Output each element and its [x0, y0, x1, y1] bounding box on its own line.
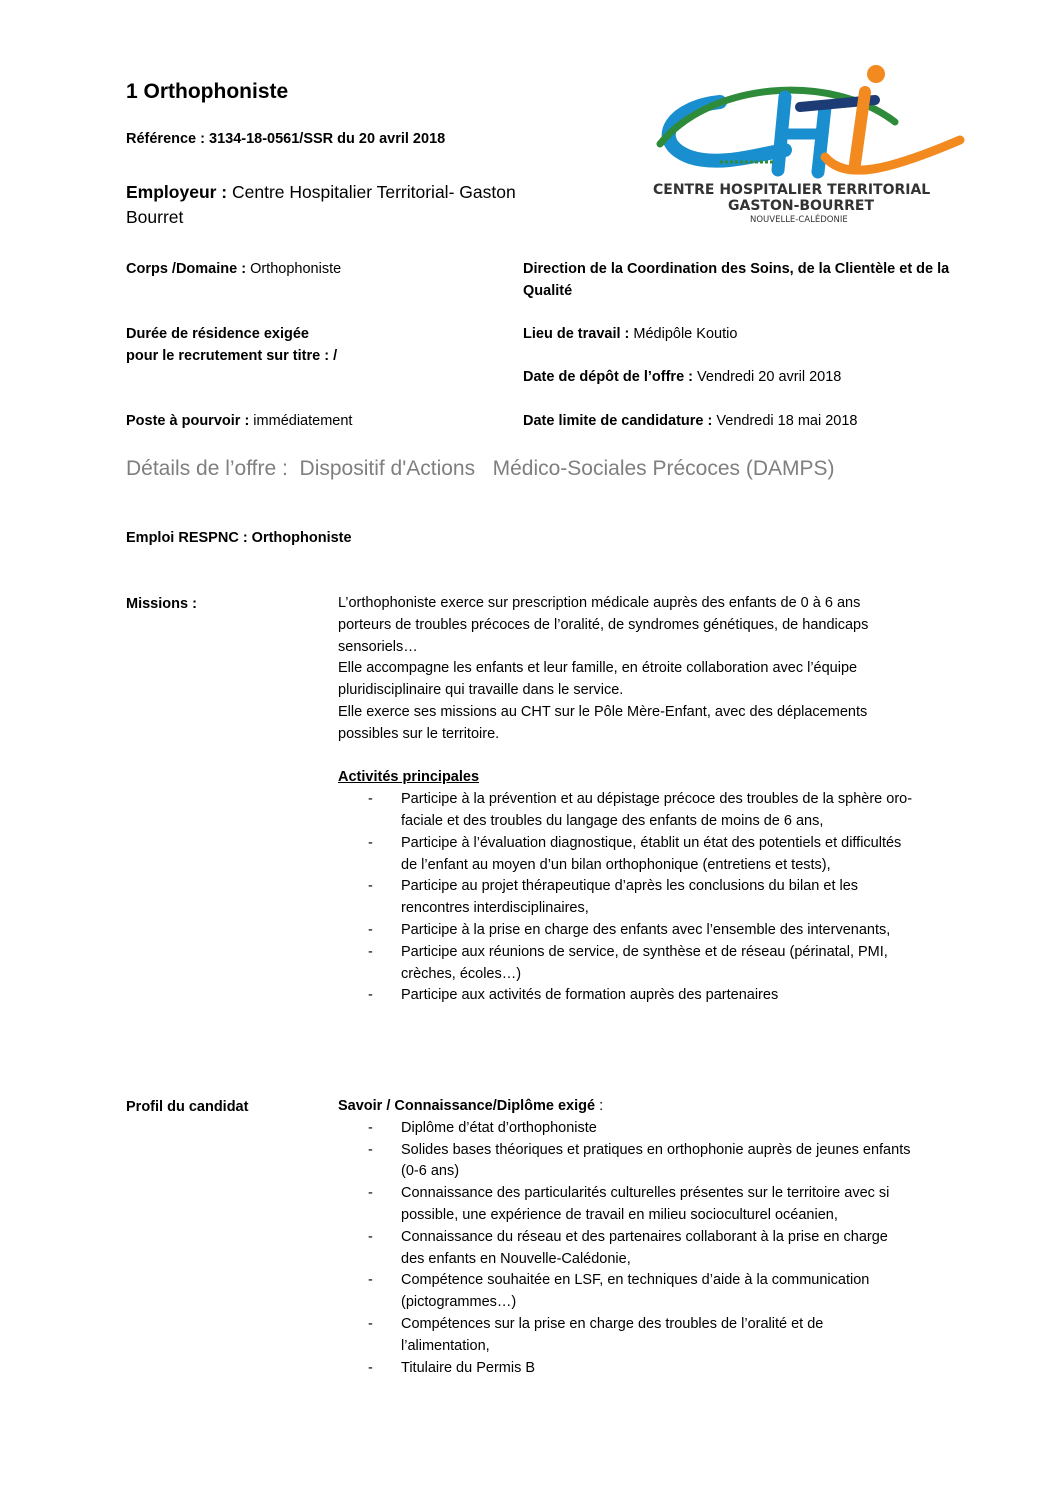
corps-value: Orthophoniste: [246, 261, 342, 277]
list-item: - Participe au projet thérapeutique d’après les conclusions du bilan et les rencontres interdisciplinaires,: [368, 878, 859, 917]
cht-logo-graphic: [650, 62, 970, 232]
list-item: - Participe aux activités de formation auprès des partenaires: [368, 987, 779, 1004]
depot-label: Date de dépôt de l’offre :: [523, 369, 693, 385]
date-depot: [523, 367, 841, 389]
corps-label: Corps /Domaine :: [126, 261, 247, 277]
limite-value: Vendredi 18 mai 2018: [712, 413, 858, 429]
lieu-value: Médipôle Koutio: [629, 326, 738, 342]
activities-title: Activités principales: [338, 769, 480, 786]
profil-list: [338, 1118, 913, 1380]
poste-value: immédiatement: [249, 413, 353, 429]
missions-body: [338, 593, 913, 1007]
missions-label: Missions :: [126, 596, 197, 612]
emploi-respnc: Emploi RESPNC : Orthophoniste: [126, 530, 352, 546]
corps-domaine: [126, 259, 341, 281]
employer-line: [126, 180, 526, 230]
cht-logo: [650, 62, 970, 232]
date-limite: [523, 411, 857, 433]
activities-list: [338, 789, 913, 1007]
missions-paragraph: Elle exerce ses missions au CHT sur le Pôle Mère-Enfant, avec des déplacements possibles sur le territoire.: [338, 703, 868, 742]
list-item: - Connaissance du réseau et des partenaires collaborant à la prise en charge des enfants en Nouvelle-Calédonie,: [368, 1228, 888, 1267]
profil-label: Profil du candidat: [126, 1099, 249, 1115]
lieu-travail: [523, 324, 737, 346]
details-heading: Détails de l’offre : Dispositif d'Actions Médico-Sociales Précoces (DAMPS): [126, 457, 835, 480]
duree-label-1: Durée de résidence exigée: [126, 326, 309, 342]
employer-label: Employeur :: [126, 182, 232, 202]
lieu-label: Lieu de travail :: [523, 326, 630, 342]
page-title: 1 Orthophoniste: [126, 80, 289, 103]
poste-label: Poste à pourvoir :: [126, 413, 250, 429]
logo-line2: GASTON-BOURRET: [728, 198, 875, 214]
duree-label-2: pour le recrutement sur titre : /: [126, 347, 338, 364]
duree-residence: [126, 324, 337, 368]
direction: Direction de la Coordination des Soins, de la Clientèle et de la Qualité: [523, 261, 950, 299]
list-item: - Participe à la prise en charge des enfants avec l’ensemble des intervenants,: [368, 921, 891, 938]
list-item: - Solides bases théoriques et pratiques en orthophonie auprès de jeunes enfants (0-6 ans): [368, 1141, 911, 1180]
list-item: - Titulaire du Permis B: [368, 1359, 536, 1376]
list-item: - Compétences sur la prise en charge des troubles de l’oralité et de l’alimentation,: [368, 1315, 824, 1354]
list-item: - Participe aux réunions de service, de synthèse et de réseau (périnatal, PMI, crèches, écoles…): [368, 943, 888, 982]
poste-pourvoir: [126, 411, 352, 433]
list-item: - Participe à la prévention et au dépistage précoce des troubles de la sphère oro-faciale et des troubles du langage des enfants de moins de 6 ans,: [368, 791, 913, 829]
list-item: - Compétence souhaitée en LSF, en techniques d’aide à la communication (pictogrammes…): [368, 1272, 870, 1311]
list-item: - Connaissance des particularités culturelles présentes sur le territoire avec si possible, une expérience de travail en milieu socioculturel océanien,: [368, 1185, 890, 1223]
missions-paragraph: Elle accompagne les enfants et leur famille, en étroite collaboration avec l’équipe pluridisciplinaire qui travaille dans le service.: [338, 660, 858, 699]
profil-body: [338, 1096, 913, 1379]
logo-line1: CENTRE HOSPITALIER TERRITORIAL: [653, 182, 931, 198]
logo-line3: NOUVELLE-CALÉDONIE: [750, 215, 848, 225]
list-item: - Participe à l’évaluation diagnostique, établit un état des potentiels et difficultés de l’enfant au moyen d’un bilan orthophonique (entretiens et tests),: [368, 834, 902, 873]
list-item: - Diplôme d’état d’orthophoniste: [368, 1119, 597, 1136]
savoir-title: Savoir / Connaissance/Diplôme exigé :: [338, 1098, 604, 1114]
missions-paragraph: L’orthophoniste exerce sur prescription médicale auprès des enfants de 0 à 6 ans porteurs de troubles précoces de l’oralité, de syndromes génétiques, de handicaps sensoriels…: [338, 595, 869, 655]
limite-label: Date limite de candidature :: [523, 413, 713, 429]
reference-line: Référence : 3134-18-0561/SSR du 20 avril 2018: [126, 131, 446, 147]
depot-value: Vendredi 20 avril 2018: [693, 369, 842, 385]
employer-value: Centre Hospitalier Territorial- Gaston Bourret: [126, 182, 516, 227]
